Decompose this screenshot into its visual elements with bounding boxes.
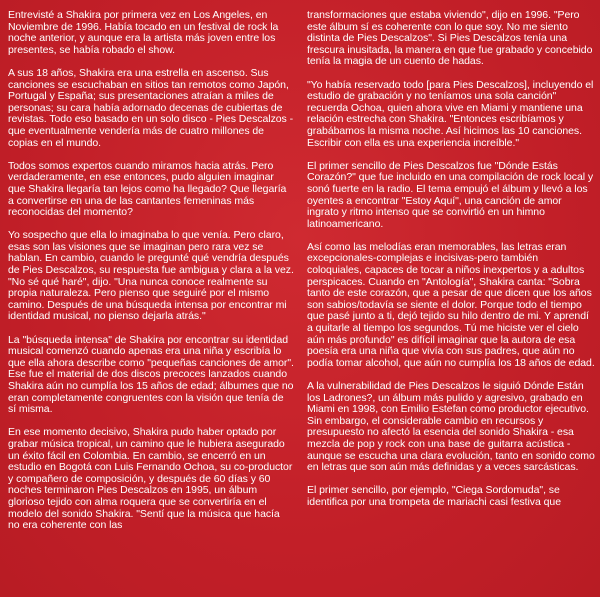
paragraph: A la vulnerabilidad de Pies Descalzos le siguió Dónde Están los Ladrones?, un álbum más pulido y agresivo, grabado en Miami en 1998, con Emilio Estefan como productor ejecutivo. Sin embargo, el considerable cambio en recursos y presupuesto no afectó la esencia del sonido Shakira - esa mezcla de pop y rock con una base de guitarra acústica - aunque se escucha una clara evolución, tanto en sonido como en letras que son aún más definidas y a veces sarcásticas. bbox=[307, 380, 595, 474]
paragraph: "Yo había reservado todo [para Pies Descalzos], incluyendo el estudio de grabación y no teníamos una sola canción" recuerda Ochoa, quien ahora vive en Miami y mantiene una relación estrecha con Shakira. "Entonces escribíamos y grabábamos la misma noche. Así hicimos las 10 canciones. Escribir con ella es una experiencia increíble." bbox=[307, 78, 594, 149]
paragraph: El primer sencillo, por ejemplo, "Ciega Sordomuda", se identifica por una trompeta de mariachi casi festiva que bbox=[307, 484, 562, 508]
left-text-column bbox=[8, 10, 294, 532]
paragraph: Yo sospecho que ella lo imaginaba lo que venía. Pero claro, esas son las visiones que se imaginan pero rara vez se hablan. En cambio, cuando le pregunté qué vendría después de Pies Descalzos, su respuesta fue ambigua y clara a la vez. "No sé qué haré", dijo. "Una nunca conoce realmente su propia naturaleza. Pero pienso que seguiré por el mismo camino. Después de una búsqueda intensa por encontrar mi identidad musical, no pienso dejarla atrás." bbox=[8, 229, 294, 323]
paragraph: El primer sencillo de Pies Descalzos fue "Dónde Estás Corazón?" que fue incluido en una compilación de rock local y sonó fuerte en la radio. El tema empujó el álbum y llevó a los oyentes a encontrar "Estoy Aquí", una canción de amor ingrato y ritmo intenso que se convirtió en un himno latinoamericano. bbox=[307, 159, 594, 230]
paragraph: En ese momento decisivo, Shakira pudo haber optado por grabar música tropical, un camino que le hubiera asegurado un éxito fácil en Colombia. En cambio, se encerró en un estudio en Bogotá con Luis Fernando Ochoa, su co-productor y compañero de composición, y después de 60 días y 60 noches terminaron Pies Descalzos en 1995, un álbum glorioso tejido con alma roquera que se convertiría en el modelo del sonido Shakira. "Sentí que la música que hacía no era coherente con las bbox=[8, 426, 293, 532]
paragraph: A sus 18 años, Shakira era una estrella en ascenso. Sus canciones se escuchaban en sitios tan remotos como Japón, Portugal y España; sus presentaciones atraían a miles de personas; su cara había adornado decenas de cubiertas de revistas. Todo eso basado en un solo disco - Pies Descalzos - que eventualmente vendería más de cuatro millones de copias en el mundo. bbox=[8, 66, 294, 149]
right-text-column bbox=[307, 10, 595, 509]
paragraph: Entrevisté a Shakira por primera vez en Los Angeles, en Noviembre de 1996. Había tocado en un festival de rock la noche anterior, y aunque era la artista más joven entre los presentes, se había robado el show. bbox=[8, 9, 279, 56]
paragraph: Todos somos expertos cuando miramos hacia atrás. Pero verdaderamente, en ese entonces, pudo alguien imaginar que Shakira llegaría tan lejos como ha llegado? Que llegaría a convertirse en una de las cantantes femeninas más reconocidas del momento? bbox=[8, 159, 287, 219]
paragraph: La "búsqueda intensa" de Shakira por encontrar su identidad musical comenzó cuando apenas era una niña y escribía lo que ella ahora describe como "pequeñas canciones de amor". Ese fue el material de dos discos precoces lanzados cuando Shakira aún no cumplía los 15 años de edad; álbumes que no eran completamente congruentes con la visión que tenía de sí misma. bbox=[8, 333, 294, 416]
paragraph: transformaciones que estaba viviendo", dijo en 1996. "Pero este álbum sí es coherente con lo que soy. No me siento distinta de Pies Descalzos". Si Pies Descalzos tenía una frescura inusitada, la manera en que fue grabado y concebido tenía la magia de un cuento de hadas. bbox=[307, 9, 593, 68]
paragraph: Así como las melodías eran memorables, las letras eran excepcionales-complejas e incisivas-pero también coloquiales, capaces de tocar a niños inexpertos y a adultos perspicaces. Cuando en "Antología", Shakira canta: "Sobra tanto de este corazón, que a pesar de que dicen que los años son sabios/todavía se siente el dolor. Porque todo el tiempo que pasé junto a ti, dejó tejido su hilo dentro de mi. Y aprendí a quitarle al tiempo los segundos. Tú me hiciste ver el cielo aún más profundo" es difícil imaginar que la autora de esa poesía era una niña que vivía con sus padres, que aún no podía tomar alcohol, que aún no cumplía los 18 años de edad. bbox=[307, 240, 595, 369]
